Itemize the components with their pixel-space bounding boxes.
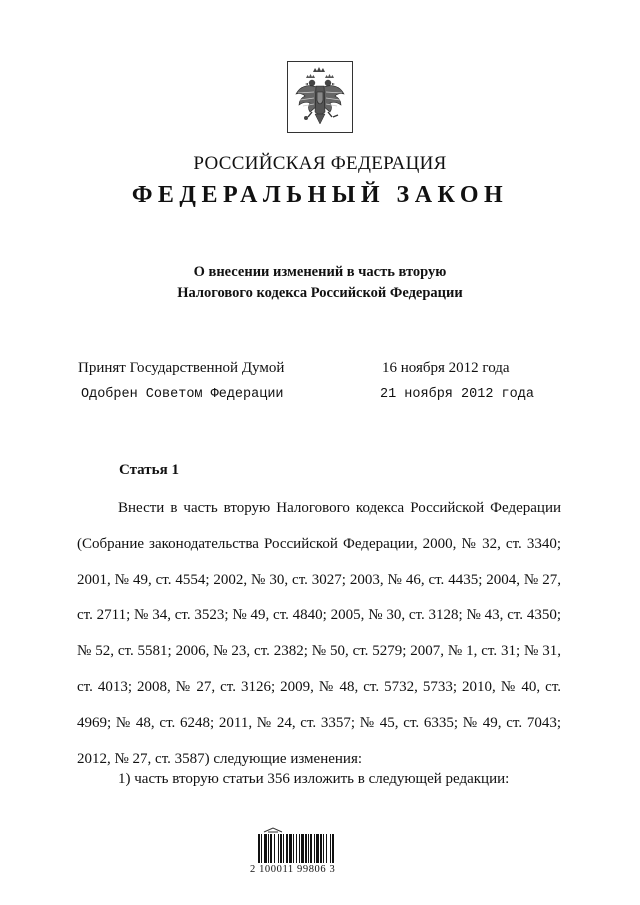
law-title-line-2: Налогового кодекса Российской Федерации — [177, 285, 463, 301]
barcode-number: 2 100011 99806 3 — [250, 864, 336, 875]
amendment-item-1: 1) часть вторую статьи 356 изложить в следующей редакции: — [118, 771, 510, 787]
article-paragraph: Внести в часть вторую Налогового кодекса Российской Федерации (Собрание законодательства Российской Федерации, 2000, № 32, ст. 3340; 2001, № 49, ст. 4554; 2002, № 30, ст. 3027; 2003, № 46, ст. 4435; 2004, № 27, ст. 2711; № 34, ст. 3523; № 49, ст. 4840; 2005, № 30, ст. 3128; № 43, ст. 4350; № 52, ст. 5581; 2006, № 23, ст. 2382; № 50, ст. 5279; 2007, № 1, ст. 31; № 31, ст. 4013; 2008, № 27, ст. 3126; 2009, № 48, ст. 5732, 5733; 2010, № 40, ст. 4969; № 48, ст. 6248; 2011, № 24, ст. 3357; № 45, ст. 6335; № 49, ст. 7043; 2012, № 27, ст. 3587) следующие изменения: — [77, 500, 561, 767]
article-heading: Статья 1 — [119, 462, 179, 478]
law-title-line-1: О внесении изменений в часть вторую — [193, 264, 447, 280]
law-title — [0, 262, 640, 304]
law-type: ФЕДЕРАЛЬНЫЙ ЗАКОН — [131, 182, 509, 208]
russian-coat-of-arms-icon — [288, 62, 352, 132]
duma-adoption-label: Принят Государственной Думой — [78, 360, 285, 376]
state-emblem — [287, 61, 353, 133]
council-approval-label: Одобрен Советом Федерации — [81, 387, 284, 402]
country-name: РОССИЙСКАЯ ФЕДЕРАЦИЯ — [193, 153, 447, 174]
council-approval-date: 21 ноября 2012 года — [380, 387, 534, 402]
duma-adoption-date: 16 ноября 2012 года — [382, 360, 510, 376]
